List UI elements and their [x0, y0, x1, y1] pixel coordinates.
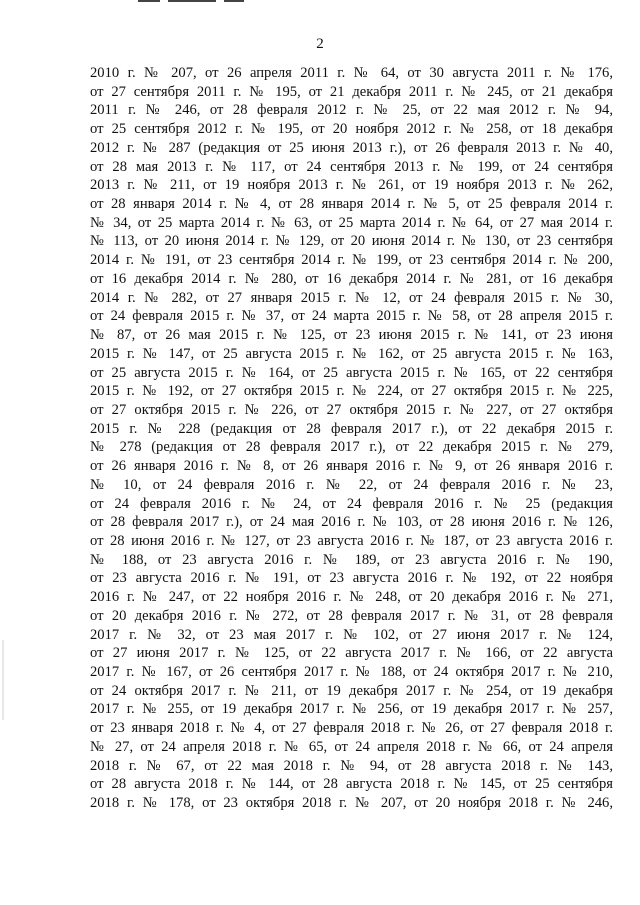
text-line: 2014 г. № 282, от 27 января 2015 г. № 12, от 24 февраля 2015 г. № 30, [90, 289, 613, 306]
text-line: 2015 г. № 192, от 27 октября 2015 г. № 224, от 27 октября 2015 г. № 225, [90, 383, 613, 400]
text-line: от 24 февраля 2015 г. № 37, от 24 марта 2015 г. № 58, от 28 апреля 2015 г. [90, 308, 613, 325]
text-line: от 26 января 2016 г. № 8, от 26 января 2016 г. № 9, от 26 января 2016 г. [90, 458, 613, 475]
text-line: 2013 г. № 211, от 19 ноября 2013 г. № 261, от 19 ноября 2013 г. № 262, [90, 177, 613, 194]
text-line: от 23 августа 2016 г. № 191, от 23 августа 2016 г. № 192, от 22 ноября [90, 570, 613, 587]
text-line: от 25 сентября 2012 г. № 195, от 20 ноября 2012 г. № 258, от 18 декабря [90, 121, 613, 138]
scan-artifact-left-edge [2, 640, 4, 720]
text-line: от 27 сентября 2011 г. № 195, от 21 декабря 2011 г. № 245, от 21 декабря [90, 83, 613, 100]
text-line: от 25 августа 2015 г. № 164, от 25 августа 2015 г. № 165, от 22 сентября [90, 364, 613, 381]
text-line: от 27 октября 2015 г. № 226, от 27 октября 2015 г. № 227, от 27 октября [90, 401, 613, 418]
text-line: 2010 г. № 207, от 26 апреля 2011 г. № 64, от 30 августа 2011 г. № 176, [90, 65, 613, 81]
document-body [90, 64, 613, 813]
text-line: № 87, от 26 мая 2015 г. № 125, от 23 июня 2015 г. № 141, от 23 июня [90, 327, 613, 344]
text-line: 2015 г. № 147, от 25 августа 2015 г. № 162, от 25 августа 2015 г. № 163, [90, 345, 613, 362]
text-line: 2014 г. № 191, от 23 сентября 2014 г. № 199, от 23 сентября 2014 г. № 200, [90, 252, 613, 269]
text-line: 2017 г. № 167, от 26 сентября 2017 г. № 188, от 24 октября 2017 г. № 210, [90, 664, 613, 680]
text-line: 2018 г. № 178, от 23 октября 2018 г. № 207, от 20 ноября 2018 г. № 246, [90, 795, 613, 812]
text-line: 2017 г. № 32, от 23 мая 2017 г. № 102, от 27 июня 2017 г. № 124, [90, 626, 613, 643]
text-line: от 28 января 2014 г. № 4, от 28 января 2014 г. № 5, от 25 февраля 2014 г. [90, 196, 613, 213]
text-line: 2018 г. № 67, от 22 мая 2018 г. № 94, от 28 августа 2018 г. № 143, [90, 757, 613, 774]
text-line: от 28 февраля 2017 г.), от 24 мая 2016 г. № 103, от 28 июня 2016 г. № 126, [90, 514, 613, 531]
text-line: от 28 августа 2018 г. № 144, от 28 августа 2018 г. № 145, от 25 сентября [90, 776, 613, 793]
page-number: 2 [316, 36, 324, 52]
scan-artifact-top [138, 0, 258, 3]
text-line: 2017 г. № 255, от 19 декабря 2017 г. № 256, от 19 декабря 2017 г. № 257, [90, 701, 613, 718]
text-line: № 27, от 24 апреля 2018 г. № 65, от 24 апреля 2018 г. № 66, от 24 апреля [90, 738, 613, 755]
text-line: от 23 января 2018 г. № 4, от 27 февраля 2018 г. № 26, от 27 февраля 2018 г. [90, 720, 613, 737]
text-line: 2016 г. № 247, от 22 ноября 2016 г. № 248, от 20 декабря 2016 г. № 271, [90, 589, 613, 606]
text-line: от 27 июня 2017 г. № 125, от 22 августа 2017 г. № 166, от 22 августа [90, 645, 613, 662]
text-line: от 24 октября 2017 г. № 211, от 19 декабря 2017 г. № 254, от 19 декабря [90, 682, 613, 699]
text-line: 2012 г. № 287 (редакция от 25 июня 2013 г.), от 26 февраля 2013 г. № 40, [90, 139, 613, 156]
text-line: от 20 декабря 2016 г. № 272, от 28 февраля 2017 г. № 31, от 28 февраля [90, 607, 613, 624]
text-line: 2011 г. № 246, от 28 февраля 2012 г. № 25, от 22 мая 2012 г. № 94, [90, 102, 613, 119]
text-line: от 28 мая 2013 г. № 117, от 24 сентября 2013 г. № 199, от 24 сентября [90, 158, 613, 175]
text-line: от 28 июня 2016 г. № 127, от 23 августа 2016 г. № 187, от 23 августа 2016 г. [90, 532, 613, 549]
text-line: 2015 г. № 228 (редакция от 28 февраля 2017 г.), от 22 декабря 2015 г. [90, 420, 613, 437]
text-line: от 24 февраля 2016 г. № 24, от 24 февраля 2016 г. № 25 (редакция [90, 495, 613, 512]
text-line: № 34, от 25 марта 2014 г. № 63, от 25 марта 2014 г. № 64, от 27 мая 2014 г. [90, 214, 613, 231]
text-line: № 188, от 23 августа 2016 г. № 189, от 23 августа 2016 г. № 190, [90, 551, 613, 568]
text-line: № 113, от 20 июня 2014 г. № 129, от 20 июня 2014 г. № 130, от 23 сентября [90, 233, 613, 250]
text-line: № 10, от 24 февраля 2016 г. № 22, от 24 февраля 2016 г. № 23, [90, 476, 613, 493]
text-line: от 16 декабря 2014 г. № 280, от 16 декабря 2014 г. № 281, от 16 декабря [90, 270, 613, 287]
text-line: № 278 (редакция от 28 февраля 2017 г.), от 22 декабря 2015 г. № 279, [90, 439, 613, 456]
